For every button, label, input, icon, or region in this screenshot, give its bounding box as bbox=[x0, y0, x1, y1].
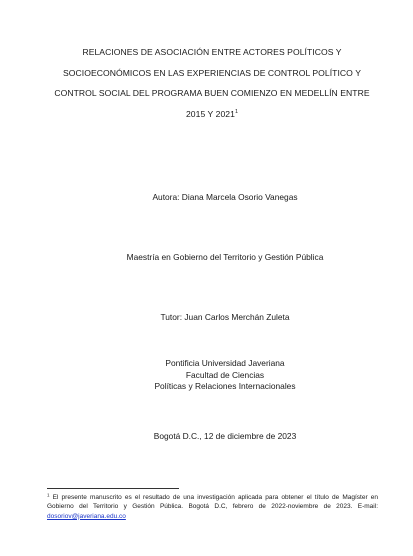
tutor-line: Tutor: Juan Carlos Merchán Zuleta bbox=[160, 312, 290, 322]
title-footnote-marker: 1 bbox=[234, 108, 239, 115]
footnote-marker: 1 bbox=[47, 492, 50, 498]
footnote-separator bbox=[47, 488, 179, 489]
place-date: Bogotá D.C., 12 de diciembre de 2023 bbox=[153, 431, 297, 441]
footnote-email-link[interactable]: dosoriov@javeriana.edu.co bbox=[47, 512, 126, 520]
title-text: RELACIONES DE ASOCIACIÓN ENTRE ACTORES POLÍTICOS Y SOCIOECONÓMICOS EN LAS EXPERIENCIAS DE CONTROL POLÍTICO Y CONTROL SOCIAL DEL PROGRAMA BUEN COMIENZO EN MEDELLÍN ENTRE 2015 Y 2021 bbox=[54, 47, 370, 119]
university-name: Pontificia Universidad Javeriana bbox=[165, 358, 285, 368]
institution-block bbox=[40, 358, 410, 393]
author-line: Autora: Diana Marcela Osorio Vanegas bbox=[152, 192, 298, 202]
footnote bbox=[47, 493, 378, 521]
faculty-name: Facultad de Ciencias bbox=[185, 369, 265, 380]
document-title bbox=[44, 42, 380, 124]
program-name: Maestría en Gobierno del Territorio y Gestión Pública bbox=[126, 252, 324, 262]
footnote-text: El presente manuscrito es el resultado de una investigación aplicada para obtener el título de Magíster en Gobierno del Territorio y Gestión Pública. Bogotá D.C, febrero de 2022-noviembre de 2023. E-mail: bbox=[47, 494, 378, 511]
department-name: Políticas y Relaciones Internacionales bbox=[154, 381, 296, 391]
